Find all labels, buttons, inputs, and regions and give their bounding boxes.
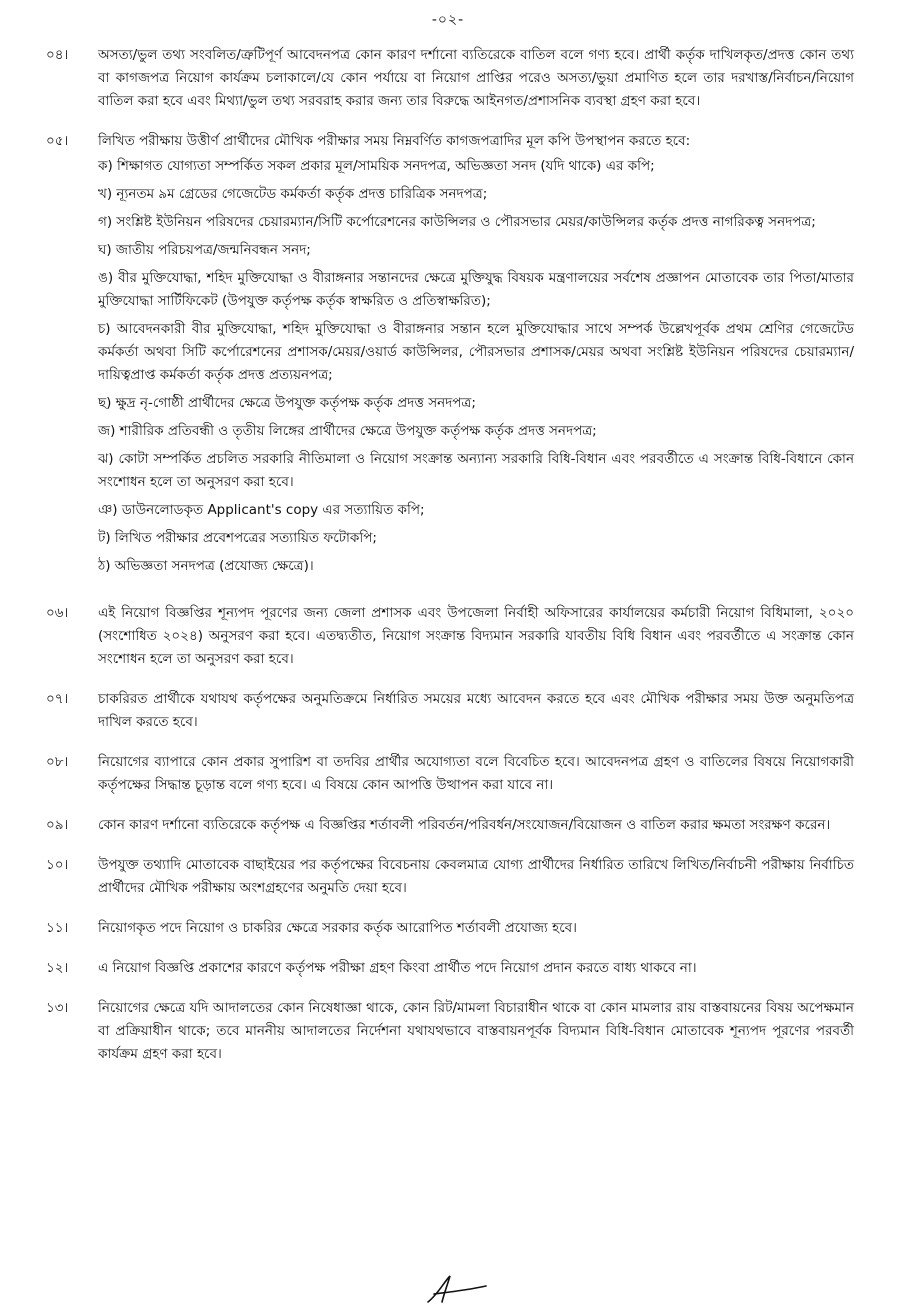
clause-text: এই নিয়োগ বিজ্ঞপ্তির শূন্যপদ পূরণের জন্য জেলা প্রশাসক এবং উপজেলা নির্বাহী অফিসারের কার্যালয়ের কর্মচারী নিয়োগ বিধিমালা, ২০২০ (সংশোধিত ২০২৪) অনুসরণ করা হবে। এতদ্ব্যতীত, নিয়োগ সংক্রান্ত বিদ্যমান সরকারি যাবতীয় বিধি বিধান এবং পরবর্তীতে এ সংক্রান্ত কোন সংশোধন হলে তা অনুসরণ করা হবে। xyxy=(98,605,854,667)
clause-05 xyxy=(42,130,854,578)
clause-text: নিয়োগকৃত পদে নিয়োগ ও চাকরির ক্ষেত্রে সরকার কর্তৃক আরোপিত শর্তাবলী প্রযোজ্য হবে। xyxy=(98,920,577,936)
signature-mark xyxy=(420,1272,490,1306)
clause-08 xyxy=(42,751,854,797)
clause-04 xyxy=(42,44,854,113)
clause-text: কোন কারণ দর্শানো ব্যতিরেকে কর্তৃপক্ষ এ বিজ্ঞপ্তির শর্তাবলী পরিবর্তন/পরিবর্ধন/সংযোজন/বিয়োজন ও বাতিল করার ক্ষমতা সংরক্ষণ করেন। xyxy=(98,817,831,833)
clause-number: ১২। xyxy=(46,960,69,976)
clause-text: অসত্য/ভুল তথ্য সংবলিত/ত্রুটিপূর্ণ আবেদনপত্র কোন কারণ দর্শানো ব্যতিরেকে বাতিল বলে গণ্য হবে। প্রার্থী কর্তৃক দাখিলকৃত/প্রদত্ত কোন তথ্য বা কাগজপত্র নিয়োগ কার্যক্রম চলাকালে/যে কোন পর্যায়ে বা নিয়োগ প্রাপ্তির পরেও অসত্য/ভুয়া প্রমাণিত হলে তার দরখাস্ত/নির্বাচন/নিয়োগ বাতিল করা হবে এবং মিথ্যা/ভুল তথ্য সরবরাহ করার জন্য তার বিরুদ্ধে আইনগত/প্রশাসনিক ব্যবস্থা গ্রহণ করা হবে। xyxy=(98,47,854,109)
document-list-item: ঝ) কোটা সম্পর্কিত প্রচলিত সরকারি নীতিমালা ও নিয়োগ সংক্রান্ত অন্যান্য সরকারি বিধি-বিধান এবং পরবর্তীতে এ সংক্রান্ত বিধি-বিধানে কোন সংশোধন হলে তা অনুসরণ করা হবে। xyxy=(98,451,854,490)
clause-text: এ নিয়োগ বিজ্ঞপ্তি প্রকাশের কারণে কর্তৃপক্ষ পরীক্ষা গ্রহণ কিংবা প্রার্থীত পদে নিয়োগ প্রদান করতে বাধ্য থাকবে না। xyxy=(98,960,697,976)
clause-text: উপযুক্ত তথ্যাদি মোতাবেক বাছাইয়ের পর কর্তৃপক্ষের বিবেচনায় কেবলমাত্র যোগ্য প্রার্থীদের নির্ধারিত তারিখে লিখিত/নির্বাচনী পরীক্ষায় নির্বাচিত প্রার্থীদের মৌখিক পরীক্ষায় অংশগ্রহণের অনুমতি দেয়া হবে। xyxy=(98,857,854,896)
page-number: -০২- xyxy=(431,12,465,28)
clause-06 xyxy=(42,602,854,671)
clause-number: ০৮। xyxy=(46,754,69,770)
document-list-item: ঞ) ডাউনলোডকৃত Applicant's copy এর সত্যায়িত কপি; xyxy=(98,502,425,518)
document-list-item: জ) শারীরিক প্রতিবন্ধী ও তৃতীয় লিঙ্গের প্রার্থীদের ক্ষেত্রে উপযুক্ত কর্তৃপক্ষ কর্তৃক প্রদত্ত সনদপত্র; xyxy=(98,423,597,439)
document-list-item: ঙ) বীর মুক্তিযোদ্ধা, শহিদ মুক্তিযোদ্ধা ও বীরাঙ্গনার সন্তানদের ক্ষেত্রে মুক্তিযুদ্ধ বিষয়ক মন্ত্রণালয়ের সর্বশেষ প্রজ্ঞাপন মোতাবেক তার পিতা/মাতার মুক্তিযোদ্ধা সার্টিফিকেট (উপযুক্ত কর্তৃপক্ষ কর্তৃক স্বাক্ষরিত ও প্রতিস্বাক্ষরিত); xyxy=(98,270,854,309)
clause-number: ০৪। xyxy=(46,47,69,63)
clause-number: ১১। xyxy=(46,920,69,936)
clause-10 xyxy=(42,854,854,900)
document-list-item: ট) লিখিত পরীক্ষার প্রবেশপত্রের সত্যায়িত ফটোকপি; xyxy=(98,530,377,546)
clause-number: ১৩। xyxy=(46,1000,69,1016)
document-list-item: ঠ) অভিজ্ঞতা সনদপত্র (প্রযোজ্য ক্ষেত্রে)। xyxy=(98,558,314,574)
clause-number: ০৭। xyxy=(46,691,69,707)
document-list-item: খ) ন্যূনতম ৯ম গ্রেডের গেজেটেড কর্মকর্তা কর্তৃক প্রদত্ত চারিত্রিক সনদপত্র; xyxy=(98,186,488,202)
clause-text: নিয়োগের ক্ষেত্রে যদি আদালতের কোন নিষেধাজ্ঞা থাকে, কোন রিট/মামলা বিচারাধীন থাকে বা কোন মামলার রায় বাস্তবায়নের বিষয় অপেক্ষমান বা প্রক্রিয়াধীন থাকে; তবে মাননীয় আদালতের নির্দেশনা যথাযথভাবে বাস্তবায়নপূর্বক বিদ্যমান বিধি-বিধান মোতাবেক শূন্যপদ পূরণের পরবর্তী কার্যক্রম গ্রহণ করা হবে। xyxy=(98,1000,854,1062)
document-list-item: ক) শিক্ষাগত যোগ্যতা সম্পর্কিত সকল প্রকার মূল/সাময়িক সনদপত্র, অভিজ্ঞতা সনদ (যদি থাকে) এর কপি; xyxy=(98,158,655,174)
clause-number: ১০। xyxy=(46,857,69,873)
clause-13 xyxy=(42,997,854,1066)
clause-intro: লিখিত পরীক্ষায় উত্তীর্ণ প্রার্থীদের মৌখিক পরীক্ষার সময় নিম্নবর্ণিত কাগজপত্রাদির মূল কপি উপস্থাপন করতে হবে: xyxy=(98,133,691,149)
clause-number: ০৬। xyxy=(46,605,69,621)
clause-number: ০৫। xyxy=(46,133,69,149)
clause-09 xyxy=(42,814,854,837)
clause-11 xyxy=(42,917,854,940)
document-list-item: চ) আবেদনকারী বীর মুক্তিযোদ্ধা, শহিদ মুক্তিযোদ্ধা ও বীরাঙ্গনার সন্তান হলে মুক্তিযোদ্ধার সাথে সম্পর্ক উল্লেখপূর্বক প্রথম শ্রেণির গেজেটেড কর্মকর্তা অথবা সিটি কর্পোরেশনের প্রশাসক/মেয়র/ওয়ার্ড কাউন্সিলর, পৌরসভার প্রশাসক/মেয়র অথবা সংশ্লিষ্ট ইউনিয়ন পরিষদের চেয়ারম্যান/দায়িত্বপ্রাপ্ত কর্মকর্তা কর্তৃক প্রদত্ত প্রত্যয়নপত্র; xyxy=(98,321,854,383)
clause-07 xyxy=(42,688,854,734)
document-list-item: গ) সংশ্লিষ্ট ইউনিয়ন পরিষদের চেয়ারম্যান/সিটি কর্পোরেশনের কাউন্সিলর ও পৌরসভার মেয়র/কাউন্সিলর কর্তৃক প্রদত্ত নাগরিকত্ব সনদপত্র; xyxy=(98,214,816,230)
clause-text: চাকরিরত প্রার্থীকে যথাযথ কর্তৃপক্ষের অনুমতিক্রমে নির্ধারিত সময়ের মধ্যে আবেদন করতে হবে এবং মৌখিক পরীক্ষার সময় উক্ত অনুমতিপত্র দাখিল করতে হবে। xyxy=(98,691,854,730)
document-list-item: ঘ) জাতীয় পরিচয়পত্র/জন্মনিবন্ধন সনদ; xyxy=(98,242,311,258)
clause-text: নিয়োগের ব্যাপারে কোন প্রকার সুপারিশ বা তদবির প্রার্থীর অযোগ্যতা বলে বিবেচিত হবে। আবেদনপত্র গ্রহণ ও বাতিলের বিষয়ে নিয়োগকারী কর্তৃপক্ষের সিদ্ধান্ত চূড়ান্ত বলে গণ্য হবে। এ বিষয়ে কোন আপত্তি উত্থাপন করা যাবে না। xyxy=(98,754,854,793)
clause-12 xyxy=(42,957,854,980)
clause-number: ০৯। xyxy=(46,817,69,833)
document-list-item: ছ) ক্ষুদ্র নৃ-গোষ্ঠী প্রার্থীদের ক্ষেত্রে উপযুক্ত কর্তৃপক্ষ কর্তৃক প্রদত্ত সনদপত্র; xyxy=(98,395,476,411)
